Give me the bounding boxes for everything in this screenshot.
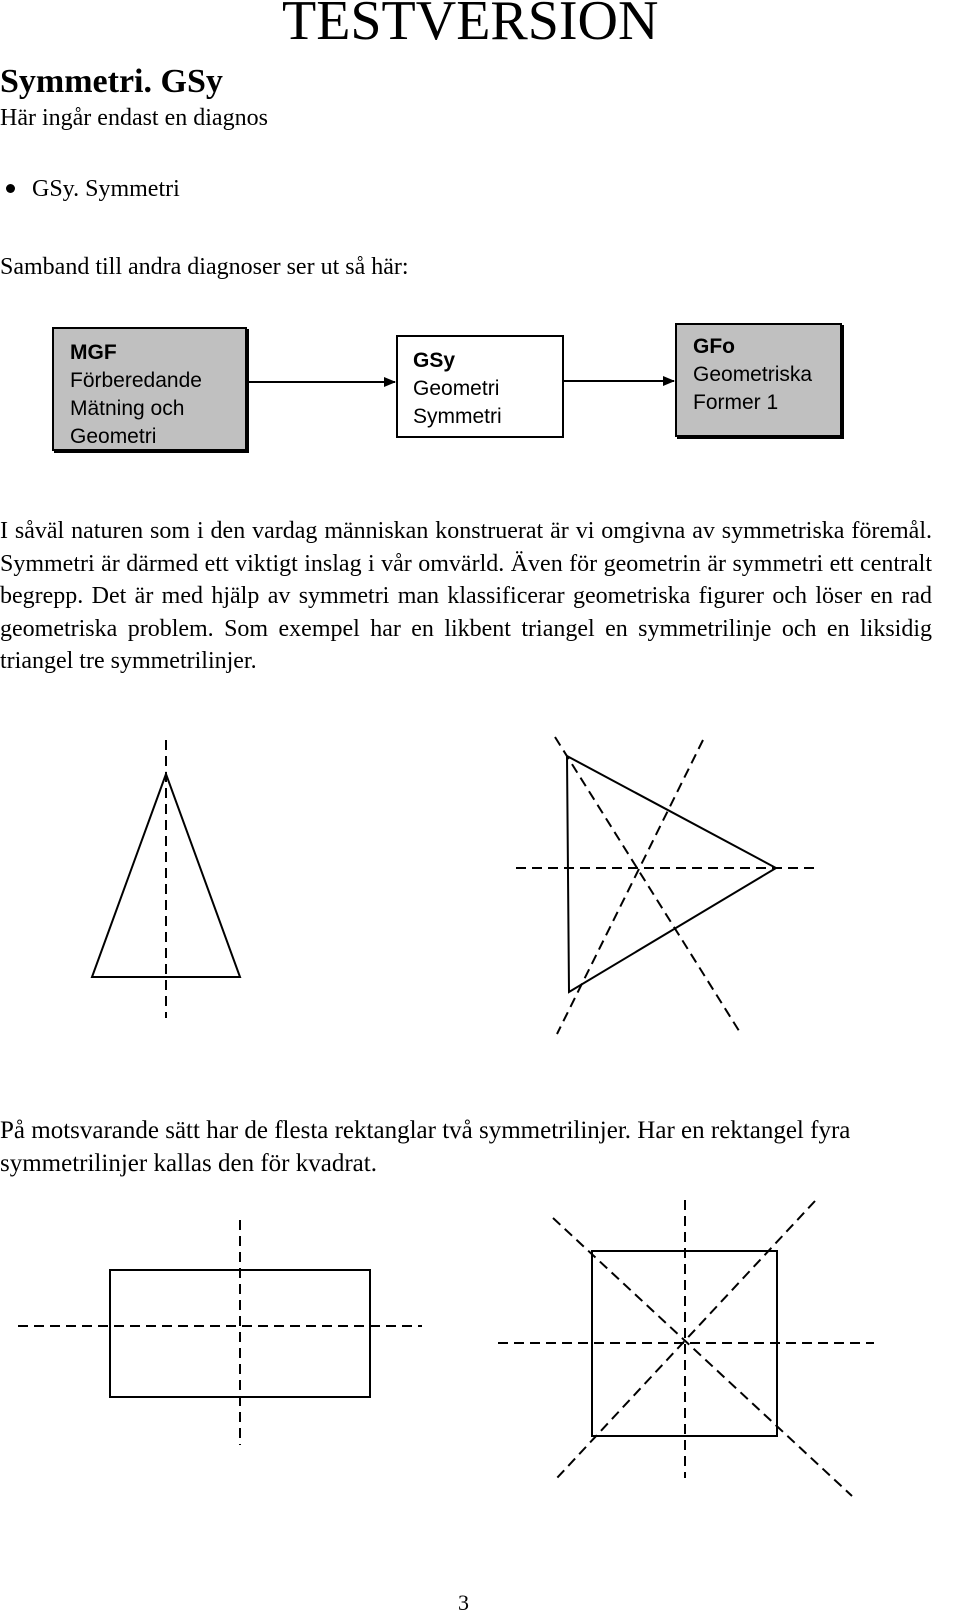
- flow-box-code: GSy: [413, 349, 456, 372]
- symmetry-line: [557, 740, 703, 1034]
- flow-box-code: GFo: [693, 335, 735, 358]
- page-subtitle: Här ingår endast en diagnos: [0, 105, 268, 131]
- bullet-item-label: GSy. Symmetri: [32, 176, 180, 202]
- flow-box-line: Former 1: [693, 391, 779, 414]
- flow-box-line: Mätning och: [70, 397, 185, 420]
- equilateral-triangle: [567, 756, 776, 992]
- equilateral-triangle-figure: [516, 737, 815, 1034]
- page-title: Symmetri. GSy: [0, 63, 223, 100]
- flow-box-line: Geometri: [413, 377, 500, 400]
- square-figure: [498, 1200, 874, 1496]
- flow-box-code: MGF: [70, 341, 117, 364]
- rectangle-figure: [18, 1220, 422, 1445]
- flow-box-line: Förberedande: [70, 369, 202, 392]
- intro-text: Samband till andra diagnoser ser ut så här:: [0, 254, 409, 280]
- page-number: 3: [458, 1590, 469, 1615]
- flow-box-line: Geometriska: [693, 363, 813, 386]
- flow-box-line: Geometri: [70, 425, 157, 448]
- isosceles-triangle-figure: [92, 740, 240, 1018]
- body-paragraph-2: På motsvarande sätt har de flesta rektanglar två symmetrilinjer. Har en rektangel fyra symmetrilinjer kallas den för kvadrat.: [0, 1117, 851, 1177]
- body-paragraph-1: I såväl naturen som i den vardag människan konstruerat är vi omgivna av symmetriska föremål. Symmetri är därmed ett viktigt inslag i vår omvärld. Även för geometrin är symmetri ett centralt begrepp. Det är med hjälp av symmetri man klassificerar geometriska figurer och löser en rad geometriska problem. Som exempel har en likbent triangel en symmetrilinje och en liksidig triangel tre symmetrilinjer.: [0, 518, 932, 675]
- flow-box-line: Symmetri: [413, 405, 502, 428]
- watermark-text: TESTVERSION: [282, 0, 659, 52]
- symmetry-line: [553, 1218, 852, 1496]
- symmetry-line: [555, 737, 741, 1034]
